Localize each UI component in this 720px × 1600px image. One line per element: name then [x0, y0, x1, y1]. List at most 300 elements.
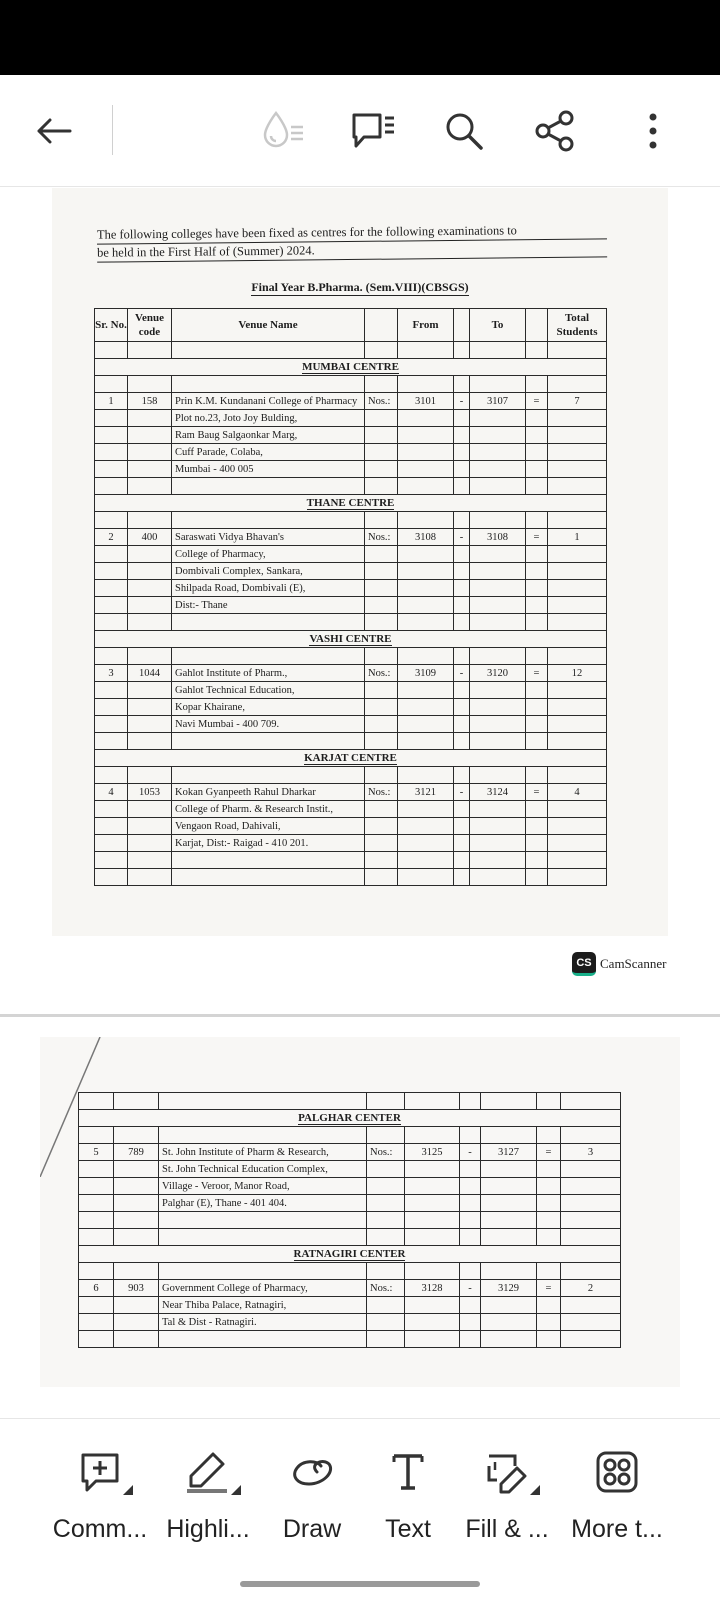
empty-cell: [128, 580, 172, 597]
venue-address-line: Navi Mumbai - 400 709.: [172, 716, 365, 733]
empty-cell: [470, 835, 526, 852]
comments-list-button[interactable]: [345, 103, 401, 159]
empty-cell: [526, 716, 548, 733]
seat-to: 3129: [481, 1280, 537, 1297]
venue-address-row: [95, 580, 607, 597]
empty-cell: [398, 614, 454, 631]
empty-cell: [128, 563, 172, 580]
empty-cell: [398, 461, 454, 478]
empty-cell: [460, 1229, 481, 1246]
empty-cell: [548, 580, 607, 597]
empty-cell: [526, 648, 548, 665]
table-header-row: [95, 309, 607, 342]
equals-sign: =: [537, 1280, 561, 1297]
empty-cell: [114, 1314, 159, 1331]
venue-address-row: [95, 444, 607, 461]
empty-cell: [454, 716, 470, 733]
more-vertical-icon: [647, 111, 659, 151]
empty-cell: [95, 342, 128, 359]
empty-cell: [454, 546, 470, 563]
empty-cell: [128, 716, 172, 733]
home-indicator[interactable]: [240, 1581, 480, 1587]
camscanner-label: CamScanner: [600, 956, 667, 971]
comment-list-icon: [350, 110, 396, 152]
empty-cell: [398, 716, 454, 733]
header-blank: [454, 309, 470, 342]
empty-cell: [365, 699, 398, 716]
empty-cell: [365, 342, 398, 359]
empty-cell: [365, 716, 398, 733]
empty-cell: [454, 410, 470, 427]
empty-cell: [79, 1195, 114, 1212]
empty-cell: [367, 1093, 405, 1110]
empty-cell: [454, 818, 470, 835]
empty-cell: [128, 648, 172, 665]
venue-code: 1053: [128, 784, 172, 801]
fill-sign-tool-label: Fill & ...: [465, 1515, 549, 1543]
empty-cell: [526, 580, 548, 597]
empty-row: [79, 1263, 621, 1280]
empty-cell: [114, 1178, 159, 1195]
empty-cell: [454, 699, 470, 716]
equals-sign: =: [526, 529, 548, 546]
empty-cell: [470, 852, 526, 869]
range-dash: -: [460, 1280, 481, 1297]
empty-cell: [454, 376, 470, 393]
camscanner-logo: CS: [572, 952, 596, 976]
empty-cell: [398, 801, 454, 818]
seat-from: 3101: [398, 393, 454, 410]
empty-cell: [79, 1263, 114, 1280]
empty-cell: [398, 852, 454, 869]
empty-cell: [470, 546, 526, 563]
empty-cell: [548, 699, 607, 716]
empty-cell: [561, 1331, 621, 1348]
page-separator: [0, 1014, 720, 1017]
total-students: 2: [561, 1280, 621, 1297]
empty-row: [79, 1093, 621, 1110]
empty-cell: [405, 1229, 460, 1246]
empty-cell: [470, 512, 526, 529]
empty-cell: [128, 614, 172, 631]
liquid-mode-icon: [259, 109, 307, 153]
empty-cell: [367, 1263, 405, 1280]
empty-cell: [95, 546, 128, 563]
empty-cell: [79, 1178, 114, 1195]
comment-tool-button[interactable]: [45, 1437, 155, 1544]
empty-cell: [526, 461, 548, 478]
seat-to: 3108: [470, 529, 526, 546]
nos-label: Nos.:: [365, 393, 398, 410]
empty-row: [95, 852, 607, 869]
empty-row: [79, 1331, 621, 1348]
header-from: From: [398, 309, 454, 342]
empty-cell: [526, 869, 548, 886]
empty-cell: [128, 733, 172, 750]
share-button[interactable]: [527, 103, 583, 159]
empty-cell: [460, 1212, 481, 1229]
empty-cell: [114, 1161, 159, 1178]
empty-cell: [159, 1093, 367, 1110]
empty-cell: [128, 546, 172, 563]
bottom-tools-bar: [0, 1418, 720, 1600]
empty-cell: [79, 1093, 114, 1110]
venue-address-row: [95, 546, 607, 563]
header-sr-no: Sr. No.: [95, 309, 128, 342]
empty-cell: [79, 1297, 114, 1314]
header-blank: [365, 309, 398, 342]
empty-cell: [95, 818, 128, 835]
venue-address-line: Shilpada Road, Dombivali (E),: [172, 580, 365, 597]
venue-code: 789: [114, 1144, 159, 1161]
seat-from: 3121: [398, 784, 454, 801]
venue-address-line: Palghar (E), Thane - 401 404.: [159, 1195, 367, 1212]
centres-table-page-2: [78, 1092, 621, 1348]
empty-cell: [470, 716, 526, 733]
empty-cell: [128, 444, 172, 461]
empty-cell: [172, 342, 365, 359]
venue-row: [95, 393, 607, 410]
empty-cell: [454, 835, 470, 852]
highlighter-icon: [183, 1450, 233, 1494]
seat-to: 3107: [470, 393, 526, 410]
venue-address-line: Tal & Dist - Ratnagiri.: [159, 1314, 367, 1331]
empty-cell: [365, 767, 398, 784]
empty-cell: [95, 648, 128, 665]
status-bar: [0, 0, 720, 75]
empty-cell: [365, 852, 398, 869]
empty-cell: [367, 1212, 405, 1229]
empty-cell: [470, 478, 526, 495]
back-button[interactable]: [26, 103, 82, 159]
empty-cell: [470, 410, 526, 427]
empty-cell: [398, 427, 454, 444]
empty-cell: [460, 1093, 481, 1110]
empty-cell: [454, 733, 470, 750]
centre-heading: [95, 631, 607, 648]
comment-add-icon: [78, 1450, 122, 1494]
empty-cell: [172, 767, 365, 784]
empty-cell: [367, 1331, 405, 1348]
empty-cell: [470, 444, 526, 461]
empty-cell: [365, 818, 398, 835]
fill-sign-tool-button[interactable]: [452, 1437, 562, 1544]
empty-cell: [405, 1314, 460, 1331]
empty-cell: [548, 801, 607, 818]
total-students: 7: [548, 393, 607, 410]
empty-cell: [526, 546, 548, 563]
total-students: 1: [548, 529, 607, 546]
empty-cell: [95, 461, 128, 478]
empty-cell: [128, 342, 172, 359]
empty-cell: [470, 818, 526, 835]
empty-cell: [470, 801, 526, 818]
empty-cell: [79, 1229, 114, 1246]
venue-address-row: [95, 461, 607, 478]
empty-cell: [454, 478, 470, 495]
venue-address-row: [95, 682, 607, 699]
empty-cell: [548, 478, 607, 495]
venue-address-row: [95, 699, 607, 716]
empty-cell: [114, 1212, 159, 1229]
venue-address-line: St. John Technical Education Complex,: [159, 1161, 367, 1178]
centre-name: VASHI CENTRE: [309, 633, 392, 645]
empty-cell: [526, 699, 548, 716]
venue-address-line: Gahlot Technical Education,: [172, 682, 365, 699]
empty-cell: [526, 614, 548, 631]
empty-row: [95, 376, 607, 393]
empty-cell: [95, 512, 128, 529]
nos-label: Nos.:: [365, 665, 398, 682]
centre-heading: [79, 1110, 621, 1127]
empty-cell: [454, 682, 470, 699]
centre-name: KARJAT CENTRE: [304, 752, 397, 764]
empty-cell: [128, 461, 172, 478]
empty-cell: [470, 376, 526, 393]
empty-cell: [95, 376, 128, 393]
empty-cell: [114, 1127, 159, 1144]
range-dash: -: [460, 1144, 481, 1161]
empty-row: [95, 767, 607, 784]
empty-cell: [95, 716, 128, 733]
empty-cell: [548, 716, 607, 733]
empty-cell: [398, 342, 454, 359]
empty-cell: [537, 1161, 561, 1178]
document-viewer[interactable]: [0, 188, 720, 1418]
empty-cell: [470, 427, 526, 444]
empty-cell: [454, 580, 470, 597]
empty-cell: [481, 1229, 537, 1246]
venue-address-line: Mumbai - 400 005: [172, 461, 365, 478]
empty-cell: [561, 1093, 621, 1110]
empty-cell: [470, 597, 526, 614]
draw-tool-button[interactable]: [257, 1437, 367, 1544]
venue-address-row: [79, 1161, 621, 1178]
empty-cell: [470, 682, 526, 699]
empty-cell: [398, 410, 454, 427]
venue-name-line: Prin K.M. Kundanani College of Pharmacy: [172, 393, 365, 410]
liquid-mode-button[interactable]: [255, 103, 311, 159]
range-dash: -: [454, 665, 470, 682]
empty-cell: [95, 580, 128, 597]
empty-row: [95, 733, 607, 750]
empty-cell: [365, 444, 398, 461]
empty-cell: [454, 648, 470, 665]
empty-cell: [398, 648, 454, 665]
venue-code: 1044: [128, 665, 172, 682]
empty-cell: [398, 478, 454, 495]
empty-cell: [561, 1229, 621, 1246]
empty-cell: [548, 376, 607, 393]
empty-cell: [172, 614, 365, 631]
empty-cell: [526, 767, 548, 784]
empty-cell: [128, 852, 172, 869]
empty-cell: [367, 1178, 405, 1195]
empty-cell: [537, 1127, 561, 1144]
empty-row: [79, 1229, 621, 1246]
empty-cell: [561, 1195, 621, 1212]
seat-to: 3127: [481, 1144, 537, 1161]
empty-cell: [172, 512, 365, 529]
empty-cell: [548, 512, 607, 529]
empty-cell: [128, 478, 172, 495]
venue-address-row: [95, 835, 607, 852]
empty-cell: [548, 852, 607, 869]
empty-cell: [454, 512, 470, 529]
nos-label: Nos.:: [367, 1280, 405, 1297]
seat-from: 3109: [398, 665, 454, 682]
venue-name-line: Government College of Pharmacy,: [159, 1280, 367, 1297]
centre-name: PALGHAR CENTER: [298, 1112, 401, 1124]
empty-cell: [79, 1331, 114, 1348]
empty-cell: [365, 461, 398, 478]
venue-address-line: Dist:- Thane: [172, 597, 365, 614]
empty-cell: [526, 852, 548, 869]
empty-cell: [548, 869, 607, 886]
empty-cell: [159, 1229, 367, 1246]
empty-cell: [159, 1212, 367, 1229]
empty-cell: [128, 767, 172, 784]
seat-to: 3124: [470, 784, 526, 801]
empty-cell: [548, 427, 607, 444]
empty-cell: [172, 648, 365, 665]
empty-cell: [548, 444, 607, 461]
empty-cell: [365, 580, 398, 597]
text-tool-button[interactable]: [353, 1437, 463, 1544]
empty-cell: [526, 801, 548, 818]
centre-heading-row: [95, 750, 607, 767]
empty-cell: [128, 818, 172, 835]
empty-cell: [454, 427, 470, 444]
empty-cell: [454, 869, 470, 886]
highlight-caret-icon: [231, 1485, 241, 1495]
empty-cell: [548, 648, 607, 665]
range-dash: -: [454, 529, 470, 546]
empty-cell: [365, 648, 398, 665]
venue-address-row: [95, 563, 607, 580]
centre-heading: [79, 1246, 621, 1263]
empty-cell: [481, 1093, 537, 1110]
empty-cell: [548, 597, 607, 614]
empty-cell: [79, 1212, 114, 1229]
venue-address-line: Dombivali Complex, Sankara,: [172, 563, 365, 580]
intro-line-1: The following colleges have been fixed as centres for the following examinations to: [97, 221, 607, 244]
search-button[interactable]: [436, 103, 492, 159]
empty-cell: [95, 835, 128, 852]
empty-cell: [367, 1229, 405, 1246]
more-tools-button[interactable]: [562, 1437, 672, 1544]
empty-cell: [561, 1314, 621, 1331]
empty-cell: [460, 1127, 481, 1144]
empty-cell: [481, 1195, 537, 1212]
venue-address-line: College of Pharm. & Research Instit.,: [172, 801, 365, 818]
empty-cell: [454, 444, 470, 461]
empty-cell: [470, 342, 526, 359]
equals-sign: =: [526, 784, 548, 801]
empty-cell: [454, 597, 470, 614]
sr-no: 6: [79, 1280, 114, 1297]
empty-cell: [537, 1229, 561, 1246]
toolbar-divider: [112, 105, 113, 155]
sr-no: 2: [95, 529, 128, 546]
intro-line-2: be held in the First Half of (Summer) 2024.: [97, 239, 607, 262]
empty-cell: [365, 835, 398, 852]
empty-cell: [128, 597, 172, 614]
nos-label: Nos.:: [365, 784, 398, 801]
empty-cell: [95, 733, 128, 750]
empty-cell: [365, 410, 398, 427]
empty-cell: [454, 342, 470, 359]
empty-row: [95, 478, 607, 495]
empty-cell: [128, 835, 172, 852]
empty-cell: [405, 1161, 460, 1178]
empty-cell: [172, 478, 365, 495]
empty-cell: [405, 1331, 460, 1348]
sr-no: 5: [79, 1144, 114, 1161]
centre-heading-row: [95, 359, 607, 376]
venue-name-line: Kokan Gyanpeeth Rahul Dharkar: [172, 784, 365, 801]
empty-cell: [367, 1297, 405, 1314]
empty-cell: [460, 1263, 481, 1280]
draw-tool-label: Draw: [282, 1515, 342, 1543]
empty-cell: [128, 682, 172, 699]
empty-cell: [454, 801, 470, 818]
empty-cell: [537, 1093, 561, 1110]
empty-cell: [481, 1314, 537, 1331]
empty-cell: [526, 835, 548, 852]
empty-cell: [365, 563, 398, 580]
empty-cell: [405, 1195, 460, 1212]
top-toolbar: [0, 75, 720, 187]
venue-address-line: Cuff Parade, Colaba,: [172, 444, 365, 461]
intro-text: [97, 221, 607, 262]
empty-cell: [398, 376, 454, 393]
empty-cell: [561, 1263, 621, 1280]
empty-row: [79, 1212, 621, 1229]
empty-cell: [128, 512, 172, 529]
fill-sign-caret-icon: [530, 1485, 540, 1495]
highlight-tool-button[interactable]: [153, 1437, 263, 1544]
venue-address-row: [79, 1297, 621, 1314]
empty-cell: [365, 682, 398, 699]
empty-cell: [460, 1331, 481, 1348]
empty-cell: [548, 461, 607, 478]
empty-cell: [365, 512, 398, 529]
empty-cell: [95, 869, 128, 886]
empty-cell: [537, 1212, 561, 1229]
empty-cell: [548, 835, 607, 852]
equals-sign: =: [526, 393, 548, 410]
range-dash: -: [454, 393, 470, 410]
empty-cell: [470, 767, 526, 784]
empty-cell: [548, 410, 607, 427]
empty-cell: [526, 682, 548, 699]
empty-cell: [367, 1314, 405, 1331]
seat-from: 3108: [398, 529, 454, 546]
seat-from: 3128: [405, 1280, 460, 1297]
empty-cell: [114, 1263, 159, 1280]
empty-cell: [365, 478, 398, 495]
venue-address-row: [95, 716, 607, 733]
empty-cell: [548, 733, 607, 750]
empty-cell: [526, 478, 548, 495]
empty-cell: [114, 1229, 159, 1246]
more-options-button[interactable]: [625, 103, 681, 159]
empty-row: [79, 1127, 621, 1144]
empty-cell: [526, 342, 548, 359]
empty-cell: [114, 1297, 159, 1314]
empty-cell: [95, 699, 128, 716]
